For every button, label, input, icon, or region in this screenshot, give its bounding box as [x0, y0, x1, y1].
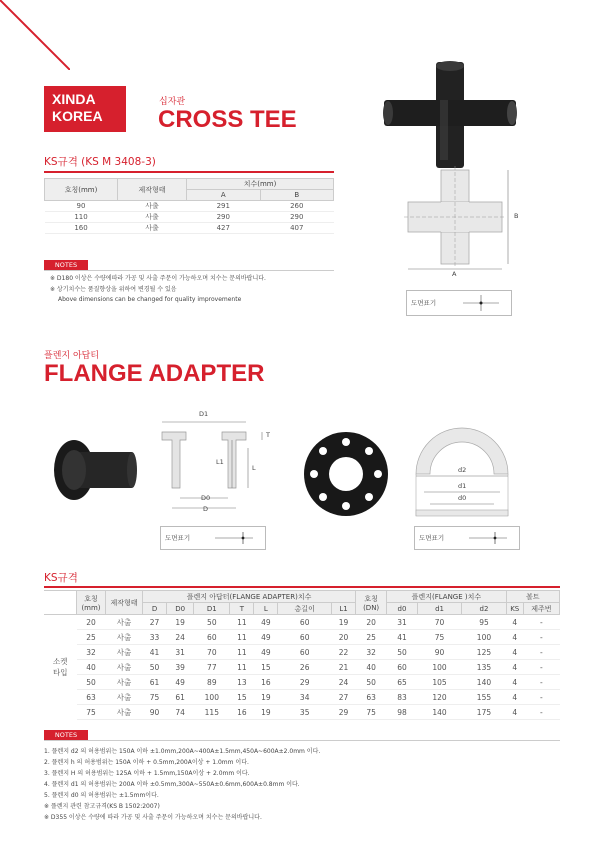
- cell-t: 11: [230, 645, 254, 660]
- fa-dim-d1: D1: [199, 410, 209, 418]
- cross-tee-note-3: Above dimensions can be changed for quality improvemente: [58, 296, 242, 303]
- cell-d0: 98: [387, 705, 418, 720]
- cell-dn: 40: [356, 660, 387, 675]
- cell-total: 26: [278, 660, 332, 675]
- cell-d: 33: [143, 630, 167, 645]
- row-label-line-2: 타입: [53, 668, 68, 678]
- cell-size: 25: [77, 630, 106, 645]
- flange-ks-label: KS규격: [44, 572, 78, 584]
- table-row: [44, 690, 560, 705]
- cell-t: 11: [230, 615, 254, 630]
- cell-wz: -: [523, 615, 559, 630]
- header-total: 총길이: [278, 603, 332, 615]
- header-d1: d1: [417, 603, 461, 615]
- cell-l: 19: [254, 690, 278, 705]
- cell-d0: 24: [167, 630, 194, 645]
- flange-title: FLANGE ADAPTER: [44, 360, 265, 387]
- header-dim: 치수(mm): [187, 179, 334, 190]
- cell-d2: 95: [462, 615, 506, 630]
- header-dn-unit: (DN): [363, 603, 380, 612]
- brand-line-1: XINDA: [52, 91, 96, 107]
- cell-d0: 41: [387, 630, 418, 645]
- cell-d: 27: [143, 615, 167, 630]
- cell-l1: 22: [332, 645, 356, 660]
- cell-d0: 83: [387, 690, 418, 705]
- table-row: [44, 630, 560, 645]
- flange-note-5: 5. 플렌지 d0 의 허용범위는 ±1.5mm이다.: [44, 792, 159, 799]
- cross-tee-note-1: ※ D180 이상은 수량에따라 가공 및 사출 주문이 가능하오며 치수는 문의바랍니다.: [50, 275, 266, 282]
- fl-dim-d1: d1: [458, 482, 467, 490]
- cell-l1: 29: [332, 705, 356, 720]
- flange-korean-title: 플렌지 아답티: [44, 351, 100, 361]
- flange-adapter-drawing: [152, 412, 276, 522]
- cell-d2: 100: [462, 630, 506, 645]
- cross-tee-divider: [44, 171, 334, 173]
- cell-d1: 77: [194, 660, 230, 675]
- cell-ks: 4: [506, 675, 523, 690]
- table-row: [44, 660, 560, 675]
- row-group-label: [44, 615, 77, 720]
- cross-tee-ks-label: KS규격 (KS M 3408-3): [44, 156, 156, 168]
- header-D: D: [143, 603, 167, 615]
- header-d2: d2: [462, 603, 506, 615]
- cell-form: 사출: [106, 660, 143, 675]
- flange-table: [44, 590, 560, 720]
- cell-d: 41: [143, 645, 167, 660]
- flange-symbol-icon: [467, 531, 511, 545]
- header-bolt-group: 볼트: [506, 591, 559, 603]
- header-size: 호칭(mm): [45, 179, 118, 201]
- cell-d1: 115: [194, 705, 230, 720]
- notes-divider: [44, 740, 560, 741]
- header-form: 제작형태: [106, 591, 143, 615]
- cell: 407: [260, 223, 334, 234]
- cell-wz: -: [523, 690, 559, 705]
- cell-d: 61: [143, 675, 167, 690]
- cell-d0: 65: [387, 675, 418, 690]
- brand-logo: [44, 86, 126, 132]
- table-row: [44, 645, 560, 660]
- flange-note-4: 4. 플렌지 d1 의 허용범위는 200A 이하 ±0.5mm,300A~550A±0.6mm,600A±0.8mm 이다.: [44, 781, 300, 788]
- brand-line-2: KOREA: [52, 108, 103, 124]
- cell-d0: 49: [167, 675, 194, 690]
- cell: 290: [260, 212, 334, 223]
- cell-d: 50: [143, 660, 167, 675]
- cross-tee-dim-a: A: [452, 270, 457, 278]
- cell-d1: 60: [194, 630, 230, 645]
- cell-d2: 175: [462, 705, 506, 720]
- cell-d1: 100: [194, 690, 230, 705]
- flange-notes-tag: NOTES: [44, 730, 88, 740]
- header-flange-group: 플렌지(FLANGE )치수: [387, 591, 507, 603]
- cell-ks: 4: [506, 645, 523, 660]
- cell-size: 32: [77, 645, 106, 660]
- cell-d2: 135: [462, 660, 506, 675]
- cell-ks: 4: [506, 615, 523, 630]
- cell-total: 35: [278, 705, 332, 720]
- cell: 160: [45, 223, 118, 234]
- cell-d: 90: [143, 705, 167, 720]
- fa-dim-d0: D0: [201, 494, 211, 502]
- fa-dim-l1: L1: [216, 458, 224, 466]
- cell-size: 50: [77, 675, 106, 690]
- cell-total: 60: [278, 645, 332, 660]
- cell-form: 사출: [106, 690, 143, 705]
- cross-tee-symbol-label: 도면표기: [411, 299, 437, 307]
- header-form: 제작형태: [118, 179, 187, 201]
- fl-dim-d2: d2: [458, 466, 467, 474]
- cell-total: 60: [278, 615, 332, 630]
- cell-wz: -: [523, 675, 559, 690]
- cell-l: 49: [254, 615, 278, 630]
- cell: 290: [187, 212, 261, 223]
- fl-dim-d0: d0: [458, 494, 467, 502]
- cell-d0: 31: [387, 615, 418, 630]
- cell: 427: [187, 223, 261, 234]
- cell-total: 29: [278, 675, 332, 690]
- cell-dn: 63: [356, 690, 387, 705]
- cell-t: 11: [230, 660, 254, 675]
- cross-tee-notes-tag: NOTES: [44, 260, 88, 270]
- row-label-header: [44, 591, 77, 615]
- fa-dim-l: L: [252, 464, 256, 472]
- cross-tee-table: [44, 178, 334, 234]
- cell-ks: 4: [506, 705, 523, 720]
- cell-l: 15: [254, 660, 278, 675]
- cell-d: 75: [143, 690, 167, 705]
- cell-wz: -: [523, 630, 559, 645]
- header-size-unit: (mm): [81, 603, 101, 612]
- cell-l: 49: [254, 645, 278, 660]
- cell-dn: 75: [356, 705, 387, 720]
- cell-l1: 19: [332, 615, 356, 630]
- cell-wz: -: [523, 645, 559, 660]
- cross-tee-symbol-box: [406, 290, 512, 316]
- flange-note-7: ※ D355 이상은 수량에 따라 가공 및 사출 주문이 가능하오며 치수는 문의바랍니다.: [44, 814, 262, 821]
- fl-symbol-box: [414, 526, 520, 550]
- cell-dn: 20: [356, 615, 387, 630]
- flange-note-2: 2. 플렌지 h 의 허용범위는 150A 이하 + 0.5mm,200A이상 + 1.0mm 이다.: [44, 759, 249, 766]
- flange-divider: [44, 586, 560, 588]
- header-a: A: [187, 190, 261, 201]
- cell-d0: 31: [167, 645, 194, 660]
- cell-size: 40: [77, 660, 106, 675]
- header-L1: L1: [332, 603, 356, 615]
- cell-d0: 39: [167, 660, 194, 675]
- table-row: [45, 223, 334, 234]
- cell: 사출: [118, 223, 187, 234]
- cell-size: 75: [77, 705, 106, 720]
- cross-symbol-icon: [459, 294, 503, 312]
- cell-total: 34: [278, 690, 332, 705]
- cell-form: 사출: [106, 630, 143, 645]
- table-row: [45, 201, 334, 212]
- corner-decoration: [0, 0, 70, 70]
- cell-ks: 4: [506, 630, 523, 645]
- cell-d1: 120: [417, 690, 461, 705]
- cell-wz: -: [523, 705, 559, 720]
- cell-form: 사출: [106, 615, 143, 630]
- cell-l1: 27: [332, 690, 356, 705]
- header-adapter-group: 플렌지 아답터(FLANGE ADAPTER)치수: [143, 591, 356, 603]
- cell-d0: 74: [167, 705, 194, 720]
- cell-d0: 61: [167, 690, 194, 705]
- cell-d1: 70: [194, 645, 230, 660]
- cell-total: 60: [278, 630, 332, 645]
- cell-l1: 21: [332, 660, 356, 675]
- table-row: [44, 705, 560, 720]
- cell: 260: [260, 201, 334, 212]
- cell-d0: 60: [387, 660, 418, 675]
- fa-symbol-label: 도면표기: [165, 534, 191, 542]
- cell-wz: -: [523, 660, 559, 675]
- cell: 90: [45, 201, 118, 212]
- cell-d1: 140: [417, 705, 461, 720]
- cell-form: 사출: [106, 645, 143, 660]
- cell-ks: 4: [506, 690, 523, 705]
- cross-tee-drawing: [400, 166, 540, 278]
- cell-dn: 25: [356, 630, 387, 645]
- cell-d0: 19: [167, 615, 194, 630]
- cell-l: 16: [254, 675, 278, 690]
- header-D0: D0: [167, 603, 194, 615]
- cell-d1: 89: [194, 675, 230, 690]
- cell-d1: 75: [417, 630, 461, 645]
- cell-ks: 4: [506, 660, 523, 675]
- cell-t: 11: [230, 630, 254, 645]
- header-T: T: [230, 603, 254, 615]
- cell-l1: 20: [332, 630, 356, 645]
- cell-d2: 125: [462, 645, 506, 660]
- header-D1: D1: [194, 603, 230, 615]
- flange-note-6: ※ 플렌지 관련 참고규격(KS B 1502:2007): [44, 803, 160, 810]
- flange-adapter-photo: [52, 434, 138, 506]
- cell: 사출: [118, 201, 187, 212]
- cell-d2: 155: [462, 690, 506, 705]
- fa-dim-d: D: [203, 505, 209, 513]
- notes-divider: [44, 270, 334, 271]
- row-label-line-1: 소켓: [53, 657, 68, 667]
- table-row: [44, 615, 560, 630]
- cell-dn: 50: [356, 675, 387, 690]
- cell-d2: 140: [462, 675, 506, 690]
- fa-dim-t: T: [266, 431, 270, 439]
- cell-d0: 50: [387, 645, 418, 660]
- cell-d1: 50: [194, 615, 230, 630]
- flange-ring-photo: [300, 428, 392, 520]
- cell: 사출: [118, 212, 187, 223]
- cell: 291: [187, 201, 261, 212]
- cell-t: 16: [230, 705, 254, 720]
- cross-tee-note-2: ※ 상기치수는 품질향상을 위하여 변경될 수 있음: [50, 286, 177, 293]
- header-ks: KS: [506, 603, 523, 615]
- cross-tee-photo: [380, 60, 520, 170]
- cell-t: 13: [230, 675, 254, 690]
- header-wz: 제주번: [523, 603, 559, 615]
- cell-l: 19: [254, 705, 278, 720]
- cell-l1: 24: [332, 675, 356, 690]
- cross-tee-dim-b: B: [514, 212, 519, 220]
- cell-t: 15: [230, 690, 254, 705]
- cross-tee-korean-title: 십자관: [159, 97, 186, 107]
- cell-form: 사출: [106, 675, 143, 690]
- cell-d1: 100: [417, 660, 461, 675]
- cell-size: 63: [77, 690, 106, 705]
- header-L: L: [254, 603, 278, 615]
- cross-tee-title: CROSS TEE: [158, 106, 297, 133]
- flange-symbol-icon: [213, 531, 257, 545]
- header-dn: 호칭: [364, 594, 378, 603]
- cell: 110: [45, 212, 118, 223]
- table-row: [45, 212, 334, 223]
- cell-dn: 32: [356, 645, 387, 660]
- cell-d1: 105: [417, 675, 461, 690]
- cell-d1: 90: [417, 645, 461, 660]
- table-row: [44, 675, 560, 690]
- flange-note-1: 1. 플렌지 d2 의 허용범위는 150A 이하 ±1.0mm,200A~400A±1.5mm,450A~600A±2.0mm 이다.: [44, 748, 321, 755]
- cell-d1: 70: [417, 615, 461, 630]
- cell-size: 20: [77, 615, 106, 630]
- cell-form: 사출: [106, 705, 143, 720]
- fa-symbol-box: [160, 526, 266, 550]
- fl-symbol-label: 도면표기: [419, 534, 445, 542]
- header-d0: d0: [387, 603, 418, 615]
- cell-l: 49: [254, 630, 278, 645]
- header-size: 호칭: [84, 594, 98, 603]
- header-b: B: [260, 190, 334, 201]
- flange-note-3: 3. 플렌지 H 의 허용범위는 125A 이하 + 1.5mm,150A이상 + 2.0mm 이다.: [44, 770, 250, 777]
